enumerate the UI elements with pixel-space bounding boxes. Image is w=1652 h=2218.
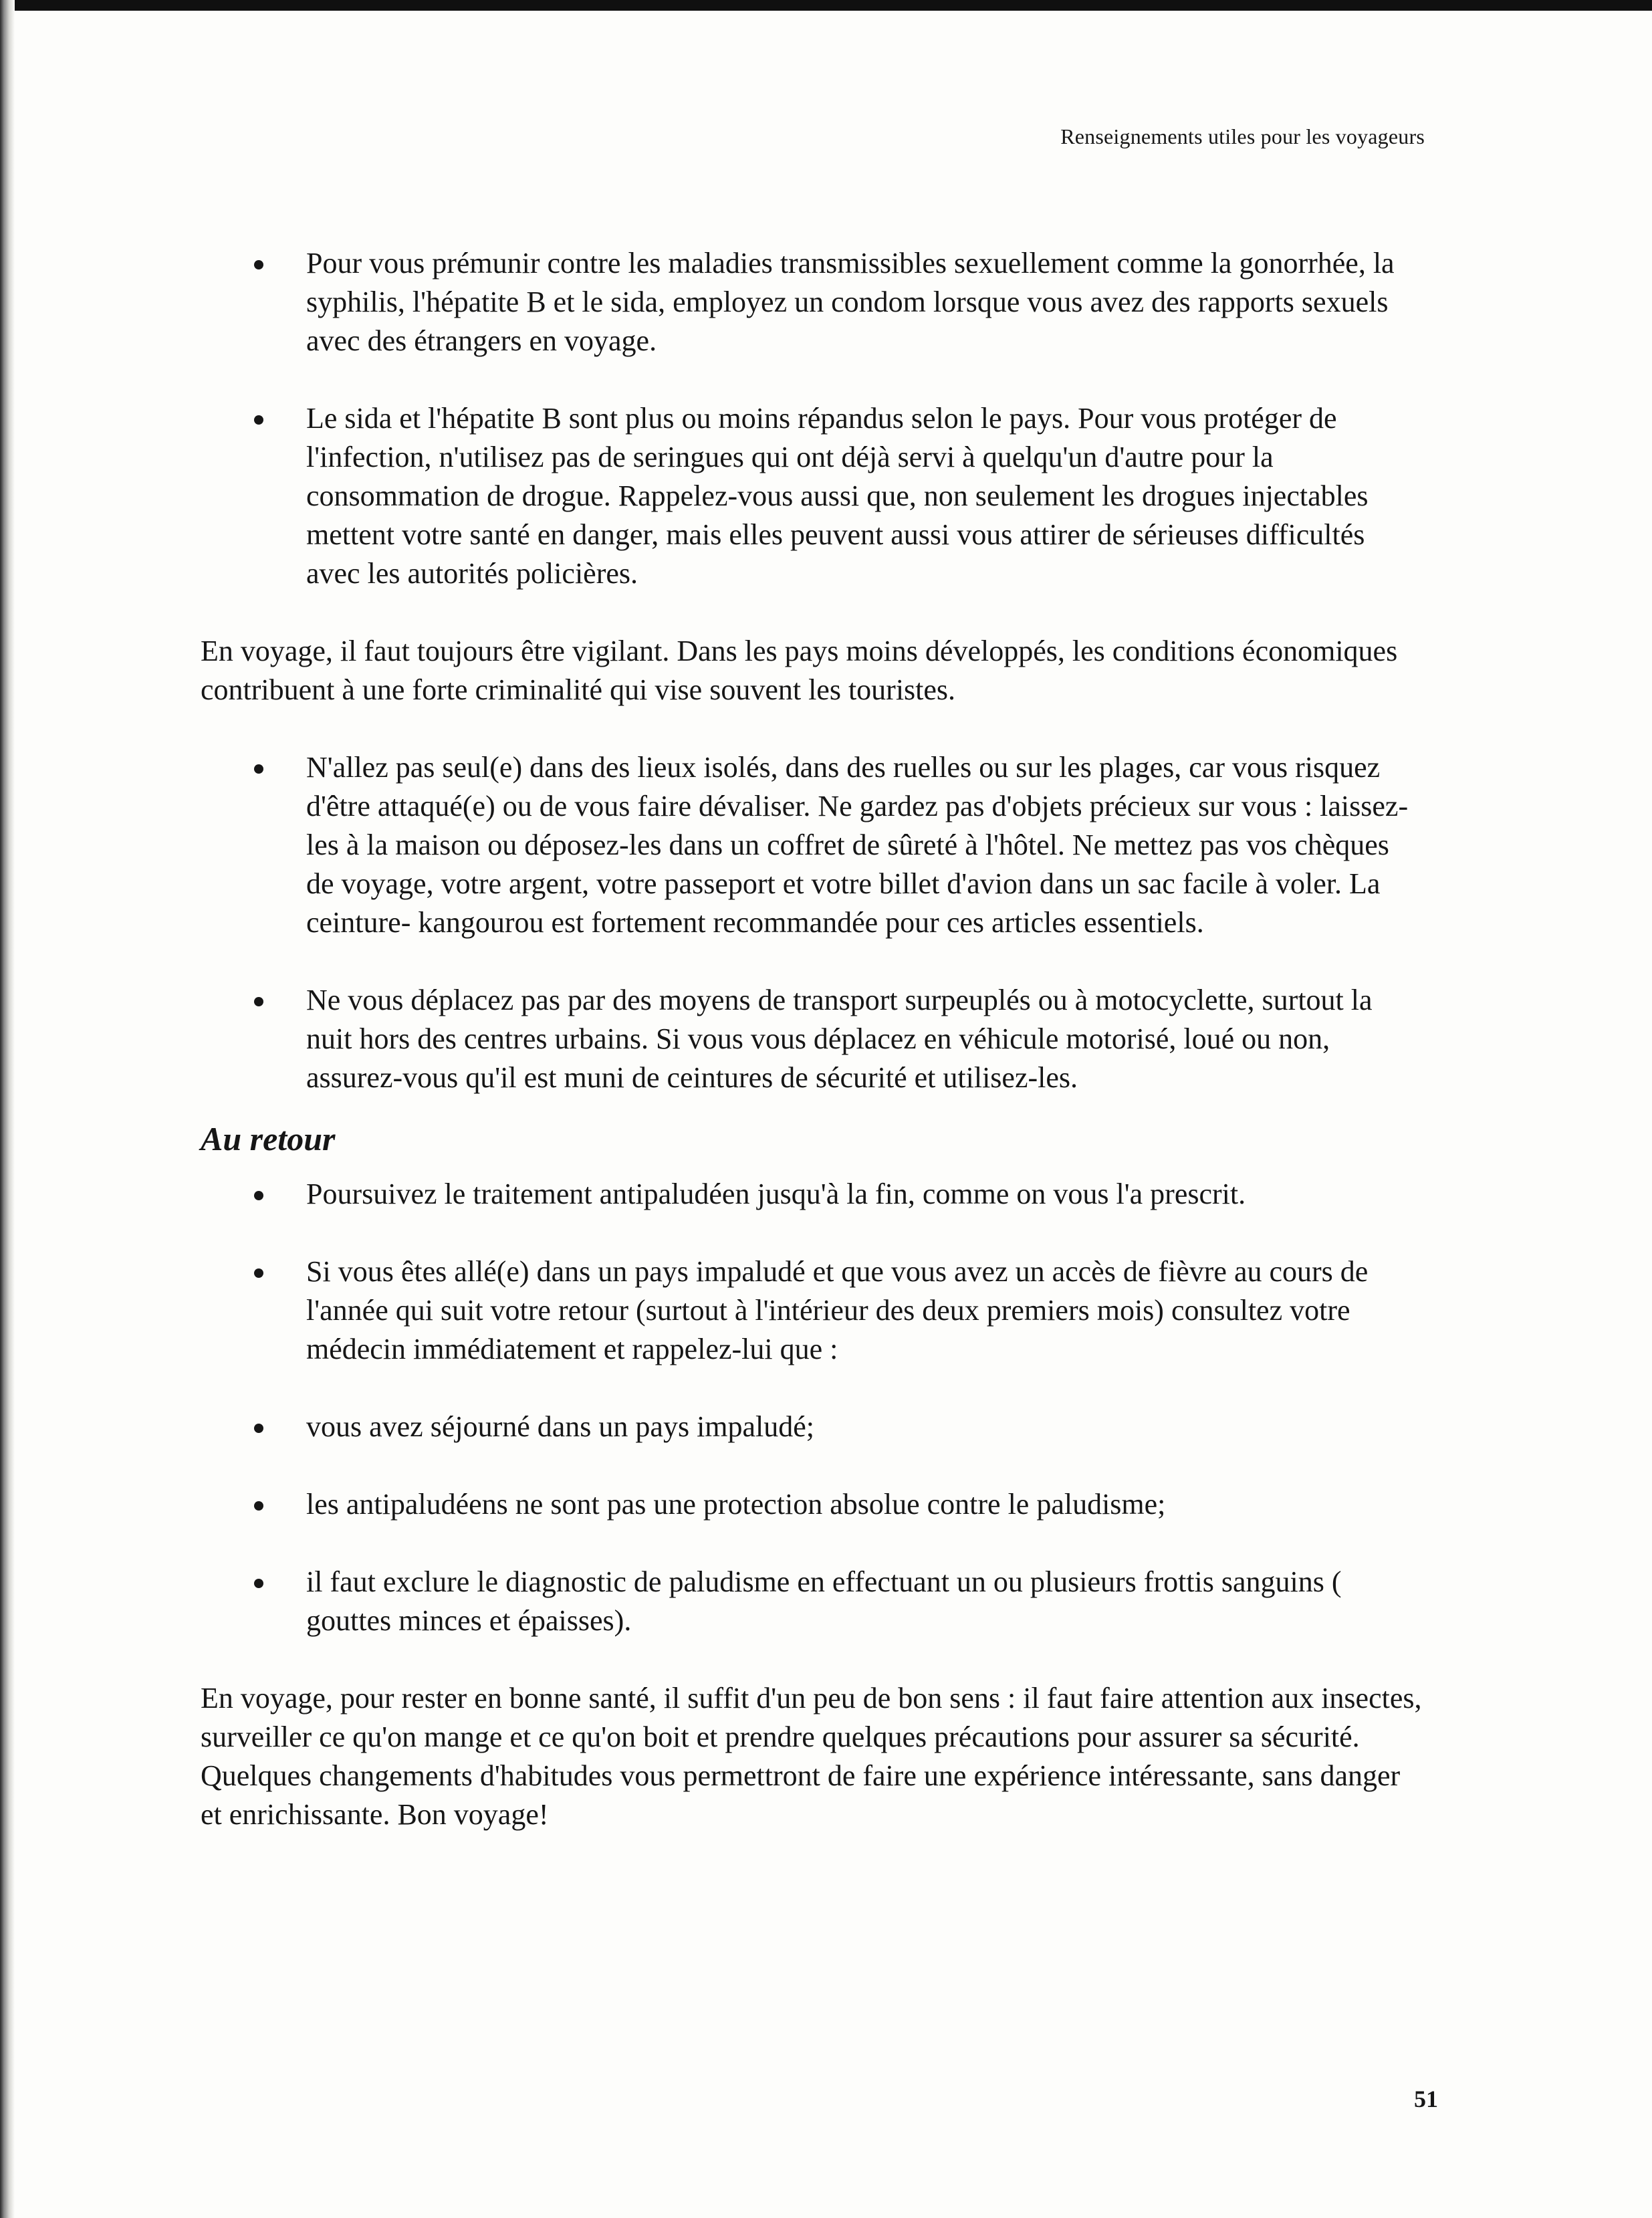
list-item: Poursuivez le traitement antipaludéen jusqu'à la fin, comme on vous l'a prescrit.: [201, 1175, 1424, 1214]
list-item: N'allez pas seul(e) dans des lieux isolés, dans des ruelles ou sur les plages, car vous risquez d'être attaqué(e) ou de vous faire dévaliser. Ne gardez pas d'objets précieux sur vous : laissez-les à la maison ou déposez-les dans un coffret de sûreté à l'hôtel. Ne mettez pas vos chèques de voyage, votre argent, votre passeport et votre billet d'avion dans un sac facile à voler. La ceinture- kangourou est fortement recommandée pour ces articles essentiels.: [201, 748, 1424, 942]
intro-bullet-list: [201, 244, 1424, 593]
closing-paragraph: En voyage, pour rester en bonne santé, il suffit d'un peu de bon sens : il faut faire attention aux insectes, surveiller ce qu'on mange et ce qu'on boit et prendre quelques précautions pour assurer sa sécurité. Quelques changements d'habitudes vous permettront de faire une expérience intéressante, sans danger et enrichissante. Bon voyage!: [201, 1682, 1422, 1831]
list-item: Ne vous déplacez pas par des moyens de transport surpeuplés ou à motocyclette, surtout la nuit hors des centres urbains. Si vous vous déplacez en véhicule motorisé, loué ou non, assurez-vous qu'il est muni de ceintures de sécurité et utilisez-les.: [201, 981, 1424, 1097]
list-item: vous avez séjourné dans un pays impaludé;: [201, 1408, 1424, 1446]
safety-bullet-list: [201, 748, 1424, 1097]
list-item: Si vous êtes allé(e) dans un pays impaludé et que vous avez un accès de fièvre au cours de l'année qui suit votre retour (surtout à l'intérieur des deux premiers mois) consultez votre médecin immédiatement et rappelez-lui que :: [201, 1252, 1424, 1369]
list-item: Pour vous prémunir contre les maladies transmissibles sexuellement comme la gonorrhée, la syphilis, l'hépatite B et le sida, employez un condom lorsque vous avez des rapports sexuels avec des étrangers en voyage.: [201, 244, 1424, 360]
page-number: 51: [1414, 2086, 1438, 2112]
return-bullet-list: [201, 1175, 1424, 1640]
list-item: les antipaludéens ne sont pas une protection absolue contre le paludisme;: [201, 1485, 1424, 1524]
page-body: [201, 244, 1424, 1873]
list-item: il faut exclure le diagnostic de paludisme en effectuant un ou plusieurs frottis sanguins ( gouttes minces et épaisses).: [201, 1563, 1424, 1640]
scan-top-rule: [0, 0, 1652, 11]
running-header: Renseignements utiles pour les voyageurs: [1060, 124, 1425, 148]
return-heading: Au retour: [201, 1120, 336, 1157]
scan-left-edge: [0, 0, 15, 2218]
vigilance-paragraph: En voyage, il faut toujours être vigilant. Dans les pays moins développés, les conditions économiques contribuent à une forte criminalité qui vise souvent les touristes.: [201, 635, 1398, 706]
list-item: Le sida et l'hépatite B sont plus ou moins répandus selon le pays. Pour vous protéger de l'infection, n'utilisez pas de seringues qui ont déjà servi à quelqu'un d'autre pour la consommation de drogue. Rappelez-vous aussi que, non seulement les drogues injectables mettent votre santé en danger, mais elles peuvent aussi vous attirer de sérieuses difficultés avec les autorités policières.: [201, 399, 1424, 593]
